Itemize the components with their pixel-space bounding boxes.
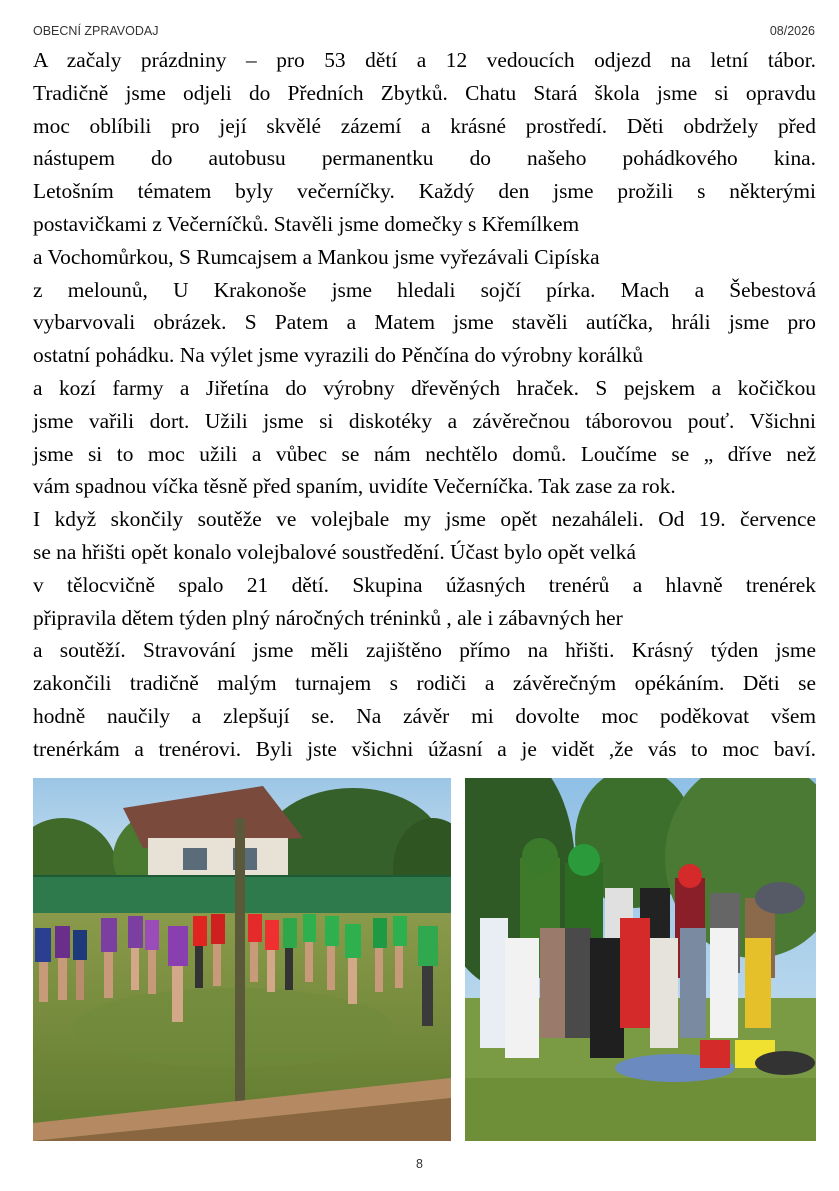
publication-title: OBECNÍ ZPRAVODAJ <box>33 24 159 38</box>
article-line: postavičkami z Večerníčků. Stavěli jsme domečky s Křemílkem <box>33 211 580 236</box>
article-line: v tělocvičně spalo 21 dětí. Skupina úžasných trenérů a hlavně trenérek <box>33 572 816 597</box>
article-line: z melounů, U Krakonoše jsme hledali sojčí pírka. Mach a Šebestová <box>33 277 816 302</box>
page-number: 8 <box>416 1157 423 1171</box>
article-line: jsme si to moc užili a vůbec se nám nechtělo domů. Loučíme se „ dříve než <box>33 441 816 466</box>
article-line: se na hřišti opět konalo volejbalové soustředění. Účast bylo opět velká <box>33 539 636 564</box>
article-line: nástupem do autobusu permanentku do našeho pohádkového kina. <box>33 146 816 171</box>
article-line: I když skončily soutěže ve volejbale my jsme opět nezaháleli. Od 19. července <box>33 507 816 532</box>
article-line: Letošním tématem byly večerníčky. Každý den jsme prožili s některými <box>33 179 816 204</box>
article-line: jsme vařili dort. Užili jsme si diskotéky a závěrečnou táborovou pouť. Všichni <box>33 408 816 433</box>
article-line: vybarvovali obrázek. S Patem a Matem jsme stavěli autíčka, hráli jsme pro <box>33 310 816 335</box>
article-line: a kozí farmy a Jiřetína do výrobny dřevěných hraček. S pejskem a kočičkou <box>33 375 816 400</box>
article-line: hodně naučily a zlepšují se. Na závěr mi dovolte moc poděkovat všem <box>33 703 816 728</box>
article-body <box>33 44 816 766</box>
article-line: trenérkám a trenérovi. Byli jste všichni úžasní a je vidět ,že vás to moc baví. <box>33 736 816 761</box>
article-line: ostatní pohádku. Na výlet jsme vyrazili do Pěnčína do výrobny korálků <box>33 343 644 368</box>
article-line: a Vochomůrkou, S Rumcajsem a Mankou jsme vyřezávali Cipíska <box>33 244 600 269</box>
article-line: zakončili tradičně malým turnajem s rodiči a závěrečným opékáním. Děti se <box>33 671 816 696</box>
article-line: A začaly prázdniny – pro 53 dětí a 12 vedoucích odjezd na letní tábor. <box>33 48 816 72</box>
article-line: a soutěží. Stravování jsme měli zajištěno přímo na hřišti. Krásný týden jsme <box>33 638 816 663</box>
volleyball-camp-photo <box>33 778 451 1141</box>
summer-camp-costumes-photo <box>465 778 816 1141</box>
article-line: Tradičně jsme odjeli do Předních Zbytků. Chatu Stará škola jsme si opravdu <box>33 80 816 105</box>
article-line: připravila dětem týden plný náročných tréninků , ale i zábavných her <box>33 605 623 630</box>
article-line: moc oblíbili pro její skvělé zázemí a krásné prostředí. Děti obdržely před <box>33 113 816 138</box>
article-line: vám spadnou víčka těsně před spaním, uvidíte Večerníčka. Tak zase za rok. <box>33 474 676 499</box>
issue-date: 08/2026 <box>769 24 815 38</box>
